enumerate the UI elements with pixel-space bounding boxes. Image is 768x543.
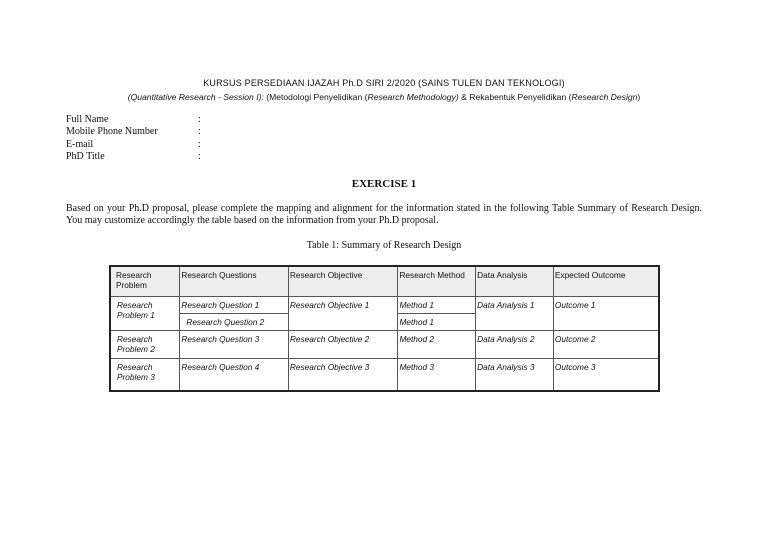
table-cell: Method 1	[398, 314, 476, 331]
subtitle-research-methodology: Research Methodology)	[367, 92, 459, 102]
table-cell: Data Analysis 1	[476, 297, 554, 331]
table-cell: Method 2	[398, 331, 476, 359]
table-cell: Research Question 1	[180, 297, 289, 314]
table-cell: Outcome 3	[553, 359, 659, 392]
header-cell: Research Questions	[180, 266, 289, 297]
table-cell: Research Objective 1	[288, 297, 398, 331]
info-label: PhD Title	[66, 150, 105, 162]
info-separator: :	[198, 126, 201, 138]
table-cell: Research Problem 1	[110, 297, 180, 331]
info-separator: :	[198, 114, 201, 125]
subtitle-part-2: & Rekabentuk Penyelidikan (	[458, 92, 572, 102]
table-cell: Research Objective 3	[288, 359, 398, 392]
subtitle-research-design: Research Design	[571, 92, 638, 102]
course-title: KURSUS PERSEDIAAN IJAZAH Ph.D SIRI 2/2020 (SAINS TULEN DAN TEKNOLOGI)	[203, 78, 565, 88]
table-cell: Outcome 2	[553, 331, 659, 359]
header-cell: Expected Outcome	[553, 266, 659, 297]
table-cell: Data Analysis 2	[476, 331, 554, 359]
table-cell: Method 3	[398, 359, 476, 392]
subtitle-session: (Quantitative Research - Session I):	[127, 92, 264, 102]
header-cell: Research Problem	[110, 266, 180, 297]
info-label: Full Name	[66, 114, 109, 125]
table-cell: Research Problem 3	[110, 359, 180, 392]
table-caption: Table 1: Summary of Research Design	[306, 240, 462, 251]
header-cell: Research Objective	[288, 266, 398, 297]
table-header-row	[110, 266, 659, 297]
exercise-heading: EXERCISE 1	[351, 178, 417, 190]
info-label: Mobile Phone Number	[66, 126, 158, 138]
header-cell: Research Method	[398, 266, 476, 297]
info-separator: :	[198, 138, 201, 150]
instructions-paragraph: Based on your Ph.D proposal, please complete the mapping and alignment for the information stated in the following Table Summary of Research Design. You may customize accordingly the table based on the information from your Ph.D proposal.	[66, 203, 702, 227]
table-cell: Method 1	[398, 297, 476, 314]
info-separator: :	[198, 150, 201, 162]
info-label: E-mail	[66, 138, 94, 150]
research-design-table	[109, 265, 660, 392]
course-subtitle	[0, 92, 768, 102]
table-cell: Research Question 2	[180, 314, 289, 331]
table-cell: Data Analysis 3	[476, 359, 554, 392]
table-row	[110, 297, 659, 314]
info-row-full-name	[66, 114, 201, 126]
table-row	[110, 331, 659, 359]
info-row-mobile	[66, 126, 201, 138]
personal-info-block	[66, 114, 201, 163]
table-cell: Research Question 3	[180, 331, 289, 359]
table-row	[110, 359, 659, 392]
table-cell: Outcome 1	[553, 297, 659, 331]
info-row-email	[66, 139, 201, 151]
table-cell: Research Question 4	[180, 359, 289, 392]
subtitle-part-3: )	[637, 92, 641, 102]
table-cell: Research Problem 2	[110, 331, 180, 359]
info-row-phd-title	[66, 151, 201, 163]
header-cell: Data Analysis	[476, 266, 554, 297]
subtitle-part-1: (Metodologi Penyelidikan (	[263, 92, 368, 102]
table-cell: Research Objective 2	[288, 331, 398, 359]
